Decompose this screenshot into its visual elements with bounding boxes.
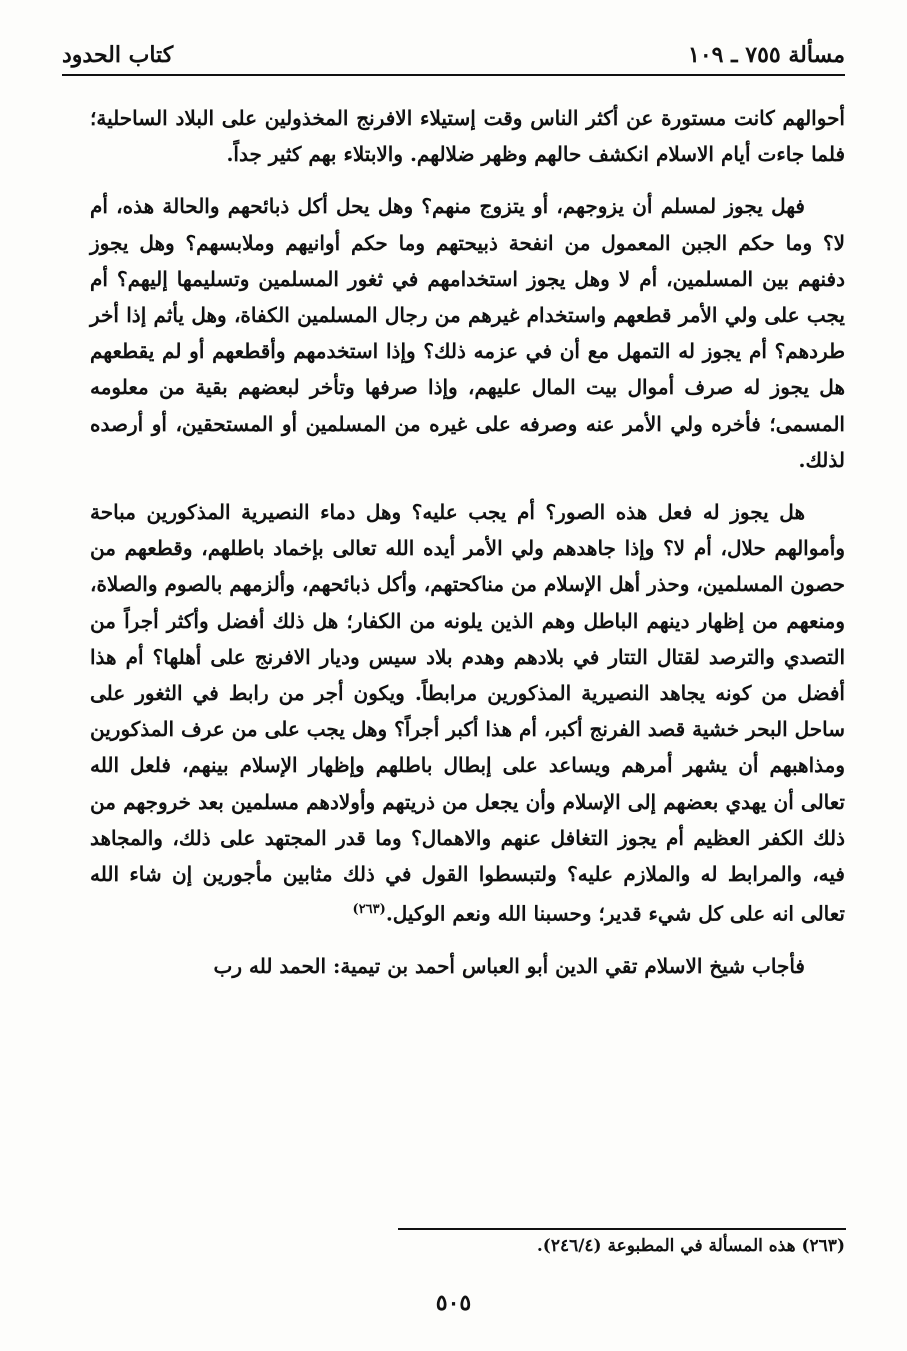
paragraph-3 <box>90 494 845 932</box>
paragraph-1: أحوالهم كانت مستورة عن أكثر الناس وقت إستيلاء الافرنج المخذولين على البلاد الساحلية؛ فلما جاءت أيام الاسلام انكشف حالهم وظهر ضلالهم. والابتلاء بهم كثير جداً. <box>90 106 845 167</box>
book-title: كتاب الحدود <box>62 42 174 68</box>
footnote-reference[interactable]: (٢٦٣) <box>352 902 386 918</box>
section-label: مسألة ٧٥٥ ـ ١٠٩ <box>688 42 845 68</box>
paragraph-4: فأجاب شيخ الاسلام تقي الدين أبو العباس أحمد بن تيمية: الحمد لله رب <box>213 954 805 979</box>
page-number: ٥٠٥ <box>435 1290 472 1316</box>
header-divider <box>62 74 845 76</box>
footnote-divider <box>398 1228 846 1230</box>
main-text <box>90 100 845 1000</box>
paragraph-2: فهل يجوز لمسلم أن يزوجهم، أو يتزوج منهم؟ وهل يحل أكل ذبائحهم والحالة هذه، أم لا؟ وما حكم الجبن المعمول من انفحة ذبيحتهم وما حكم أوانيهم وملابسهم؟ وهل يجوز دفنهم بين المسلمين، أم لا وهل يجوز استخدامهم في ثغور المسلمين وتسليمها إليهم؟ أم يجب على ولي الأمر قطعهم واستخدام غيرهم من رجال المسلمين الكفاة، وهل يأثم إذا أخر طردهم؟ أم يجوز له التمهل مع أن في عزمه ذلك؟ وإذا استخدمهم وأقطعهم أو لم يقطعهم هل يجوز له صرف أموال بيت المال عليهم، وإذا صرفها وتأخر لبعضهم بقية من معلومه المسمى؛ فأخره ولي الأمر عنه وصرفه على غيره من المسلمين أو المستحقين، أو أرصده لذلك. <box>90 194 845 472</box>
footnote-text: (٢٦٣) هذه المسألة في المطبوعة (٢٤٦/٤). <box>536 1236 845 1256</box>
running-header <box>62 38 845 70</box>
paragraph-3-text: هل يجوز له فعل هذه الصور؟ أم يجب عليه؟ وهل دماء النصيرية المذكورين مباحة وأموالهم حلال، أم لا؟ وإذا جاهدهم ولي الأمر أيده الله تعالى بإخماد باطلهم، وقطعهم من حصون المسلمين، وحذر أهل الإسلام من مناكحتهم، وأكل ذبائحهم، وألزمهم بالصوم والصلاة، ومنعهم من إظهار دينهم الباطل وهم الذين يلونه من الكفار؛ هل ذلك أفضل وأكثر أجراً من التصدي والترصد لقتال التتار في بلادهم وهدم بلاد سيس وديار الافرنج على أهلها؟ أم هذا أفضل من كونه يجاهد النصيرية المذكورين مرابطاً. ويكون أجر من رابط في الثغور على ساحل البحر خشية قصد الفرنج أكبر، أم هذا أكبر أجراً؟ وهل يجب على من عرف المذكورين ومذاهبهم أن يشهر أمرهم ويساعد على إبطال باطلهم وإظهار الإسلام بينهم، فلعل الله تعالى أن يهدي بعضهم إلى الإسلام وأن يجعل من ذريتهم وأولادهم مسلمين بعد خروجهم من ذلك الكفر العظيم أم يجوز التغافل عنهم والاهمال؟ وما قدر المجتهد على ذلك، والمجاهد فيه، والمرابط له والملازم عليه؟ ولتبسطوا القول في ذلك مثابين مأجورين إن شاء الله تعالى انه على كل شيء قدير؛ وحسبنا الله ونعم الوكيل. <box>90 500 845 926</box>
